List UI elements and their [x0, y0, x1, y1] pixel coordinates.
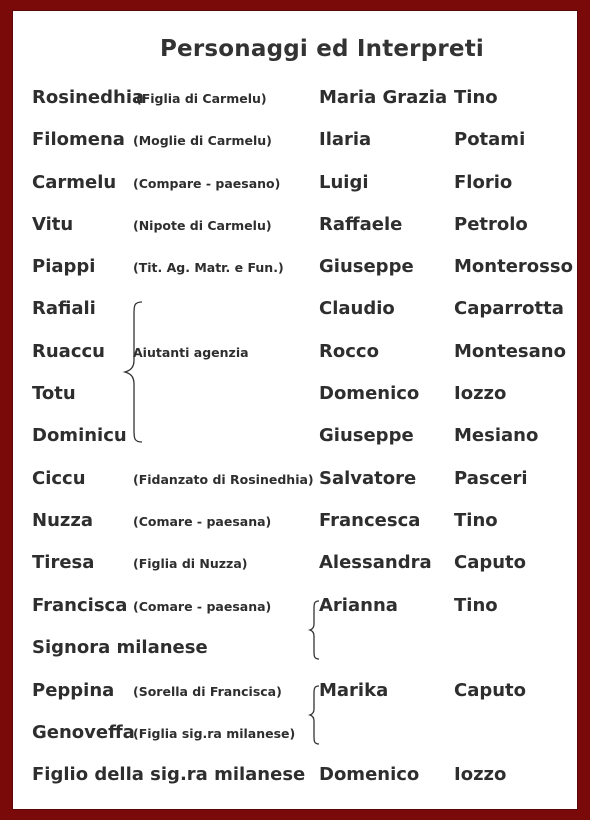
actor-first-name: Ilaria — [319, 129, 372, 150]
character-name: Filomena — [32, 129, 125, 150]
actor-last-name: Tino — [454, 87, 498, 108]
character-name: Rosinedhia — [32, 87, 145, 108]
brace-arianna — [308, 600, 322, 660]
actor-last-name: Potami — [454, 129, 526, 150]
character-note: (Sorella di Francisca) — [133, 684, 282, 699]
actor-first-name: Giuseppe — [319, 425, 414, 446]
character-note: (Figlia di Nuzza) — [133, 556, 248, 571]
actor-last-name: Florio — [454, 172, 513, 193]
actor-first-name: Domenico — [319, 764, 420, 785]
actor-first-name: Arianna — [319, 595, 398, 616]
character-note: (Compare - paesano) — [133, 176, 281, 191]
actor-last-name: Montesano — [454, 341, 566, 362]
actor-first-name: Luigi — [319, 172, 369, 193]
actor-first-name: Claudio — [319, 298, 395, 319]
actor-last-name: Tino — [454, 510, 498, 531]
character-name: Tiresa — [32, 552, 95, 573]
actor-last-name: Monterosso — [454, 256, 573, 277]
brace-marika — [308, 685, 322, 745]
character-name: Figlio della sig.ra milanese — [32, 764, 306, 785]
actor-first-name: Maria Grazia — [319, 87, 448, 108]
page-title: Personaggi ed Interpreti — [159, 36, 485, 62]
character-note: (Moglie di Carmelu) — [133, 133, 272, 148]
actor-last-name: Tino — [454, 595, 498, 616]
actor-last-name: Pasceri — [454, 468, 528, 489]
character-name: Dominicu — [32, 425, 127, 446]
character-note: (Fidanzato di Rosinedhia) — [133, 472, 314, 487]
actor-first-name: Marika — [319, 680, 389, 701]
character-name: Francisca — [32, 595, 128, 616]
character-name: Genoveffa — [32, 722, 135, 743]
character-name: Carmelu — [32, 172, 117, 193]
actor-last-name: Iozzo — [454, 764, 507, 785]
actor-last-name: Mesiano — [454, 425, 539, 446]
character-note: (Figlia sig.ra milanese) — [133, 726, 296, 741]
actor-last-name: Caputo — [454, 552, 527, 573]
actor-first-name: Rocco — [319, 341, 379, 362]
character-name: Rafiali — [32, 298, 96, 319]
actor-first-name: Alessandra — [319, 552, 432, 573]
actor-last-name: Caputo — [454, 680, 527, 701]
character-note: (Comare - paesana) — [133, 599, 272, 614]
character-note: (Tit. Ag. Matr. e Fun.) — [133, 260, 284, 275]
character-name: Piappi — [32, 256, 96, 277]
character-name: Totu — [32, 383, 76, 404]
actor-first-name: Salvatore — [319, 468, 417, 489]
actor-last-name: Caparrotta — [454, 298, 564, 319]
actor-first-name: Giuseppe — [319, 256, 414, 277]
page-frame — [12, 10, 578, 810]
character-name: Ruaccu — [32, 341, 105, 362]
actor-first-name: Francesca — [319, 510, 421, 531]
brace-aiutanti — [122, 300, 146, 445]
character-name: Nuzza — [32, 510, 93, 531]
character-name: Vitu — [32, 214, 74, 235]
character-name: Ciccu — [32, 468, 86, 489]
actor-first-name: Raffaele — [319, 214, 403, 235]
character-note: Aiutanti agenzia — [133, 345, 249, 360]
character-note: (Comare - paesana) — [133, 514, 272, 529]
actor-last-name: Petrolo — [454, 214, 528, 235]
character-name: Peppina — [32, 680, 115, 701]
character-name: Signora milanese — [32, 637, 208, 658]
character-note: (Figlia di Carmelu) — [136, 91, 267, 106]
actor-first-name: Domenico — [319, 383, 420, 404]
character-note: (Nipote di Carmelu) — [133, 218, 272, 233]
actor-last-name: Iozzo — [454, 383, 507, 404]
